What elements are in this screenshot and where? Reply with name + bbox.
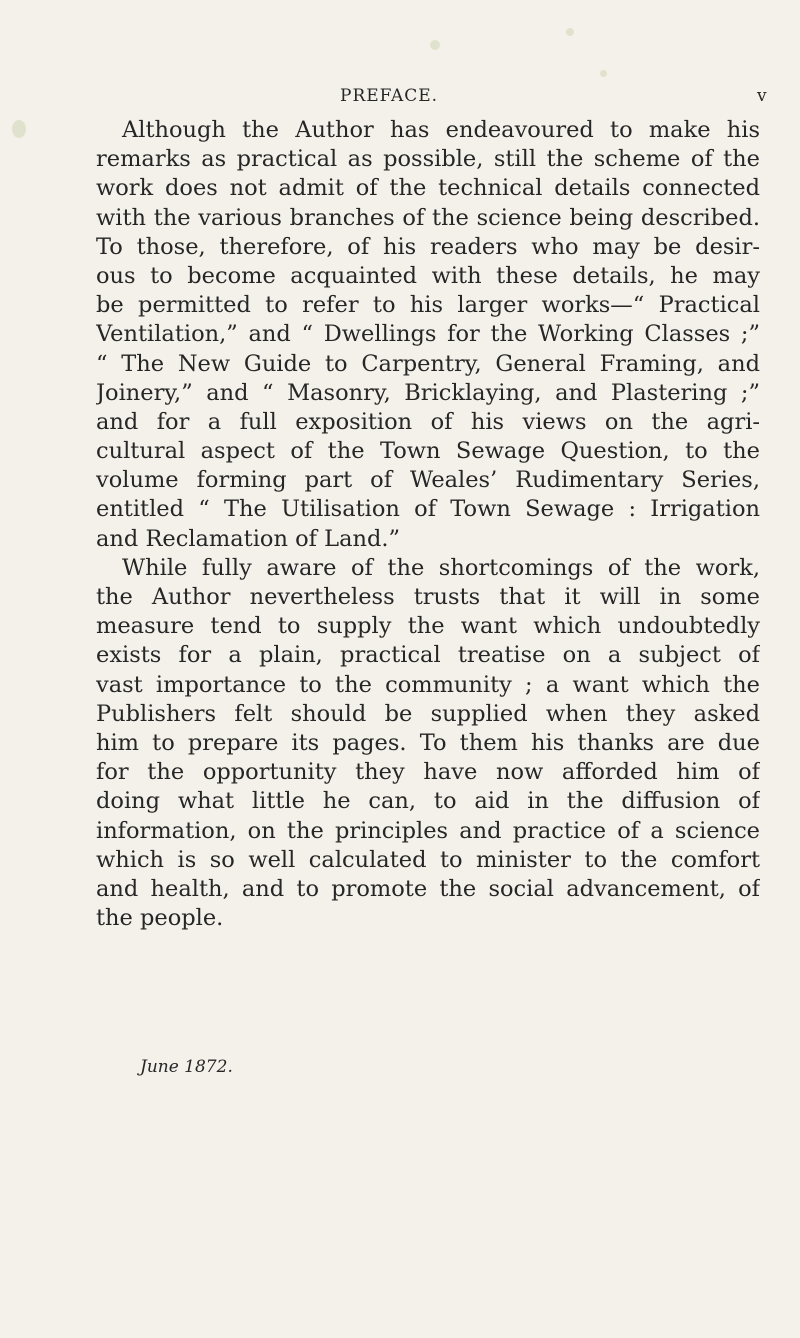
page-header [0,86,800,110]
text-line: information, on the principles and practice of a science [96,817,760,844]
text-line: volume forming part of Weales’ Rudimentary Series, [96,467,760,494]
text-line: and Reclamation of Land.” [96,525,401,552]
text-line: Ventilation,” and “ Dwellings for the Working Classes ;” [96,321,760,348]
text-line: Although the Author has endeavoured to make his [122,117,760,143]
text-line: which is so well calculated to minister to the comfort [96,846,760,873]
text-line: measure tend to supply the want which undoubtedly [96,613,760,640]
signoff-date: June 1872. [140,1057,233,1077]
text-line: vast importance to the community ; a want which the [96,671,760,698]
text-line: the people. [96,905,224,932]
page-number: v [757,86,767,106]
paper-stain [430,40,440,50]
text-line: and health, and to promote the social advancement, of [96,875,760,902]
paper-stain [12,120,26,138]
text-line: exists for a plain, practical treatise on a subject of [96,642,760,669]
text-line: “ The New Guide to Carpentry, General Framing, and [96,350,760,377]
text-line: be permitted to refer to his larger works—“ Practical [96,292,760,319]
text-line: Publishers felt should be supplied when they asked [96,700,760,727]
text-line: cultural aspect of the Town Sewage Question, to the [96,438,760,465]
paper-stain [600,70,607,77]
text-line: entitled “ The Utilisation of Town Sewage : Irrigation [96,496,760,523]
running-head: PREFACE. [340,86,439,106]
text-line: ous to become acquainted with these details, he may [96,262,760,289]
text-line: Joinery,” and “ Masonry, Bricklaying, and Plastering ;” [96,379,760,406]
text-line: work does not admit of the technical details connected [96,175,760,202]
preface-text [96,116,760,933]
text-line: While fully aware of the shortcomings of the work, [122,554,760,581]
text-line: remarks as practical as possible, still the scheme of the [96,146,760,173]
paper-stain [566,28,574,36]
text-line: for the opportunity they have now afforded him of [96,759,760,786]
text-line: with the various branches of the science being described. [96,204,760,231]
text-line: To those, therefore, of his readers who may be desir- [96,233,760,260]
text-line: him to prepare its pages. To them his thanks are due [96,729,760,756]
text-line: the Author nevertheless trusts that it will in some [96,584,760,610]
text-line: doing what little he can, to aid in the diffusion of [96,788,760,815]
text-line: and for a full exposition of his views on the agri- [96,408,760,435]
